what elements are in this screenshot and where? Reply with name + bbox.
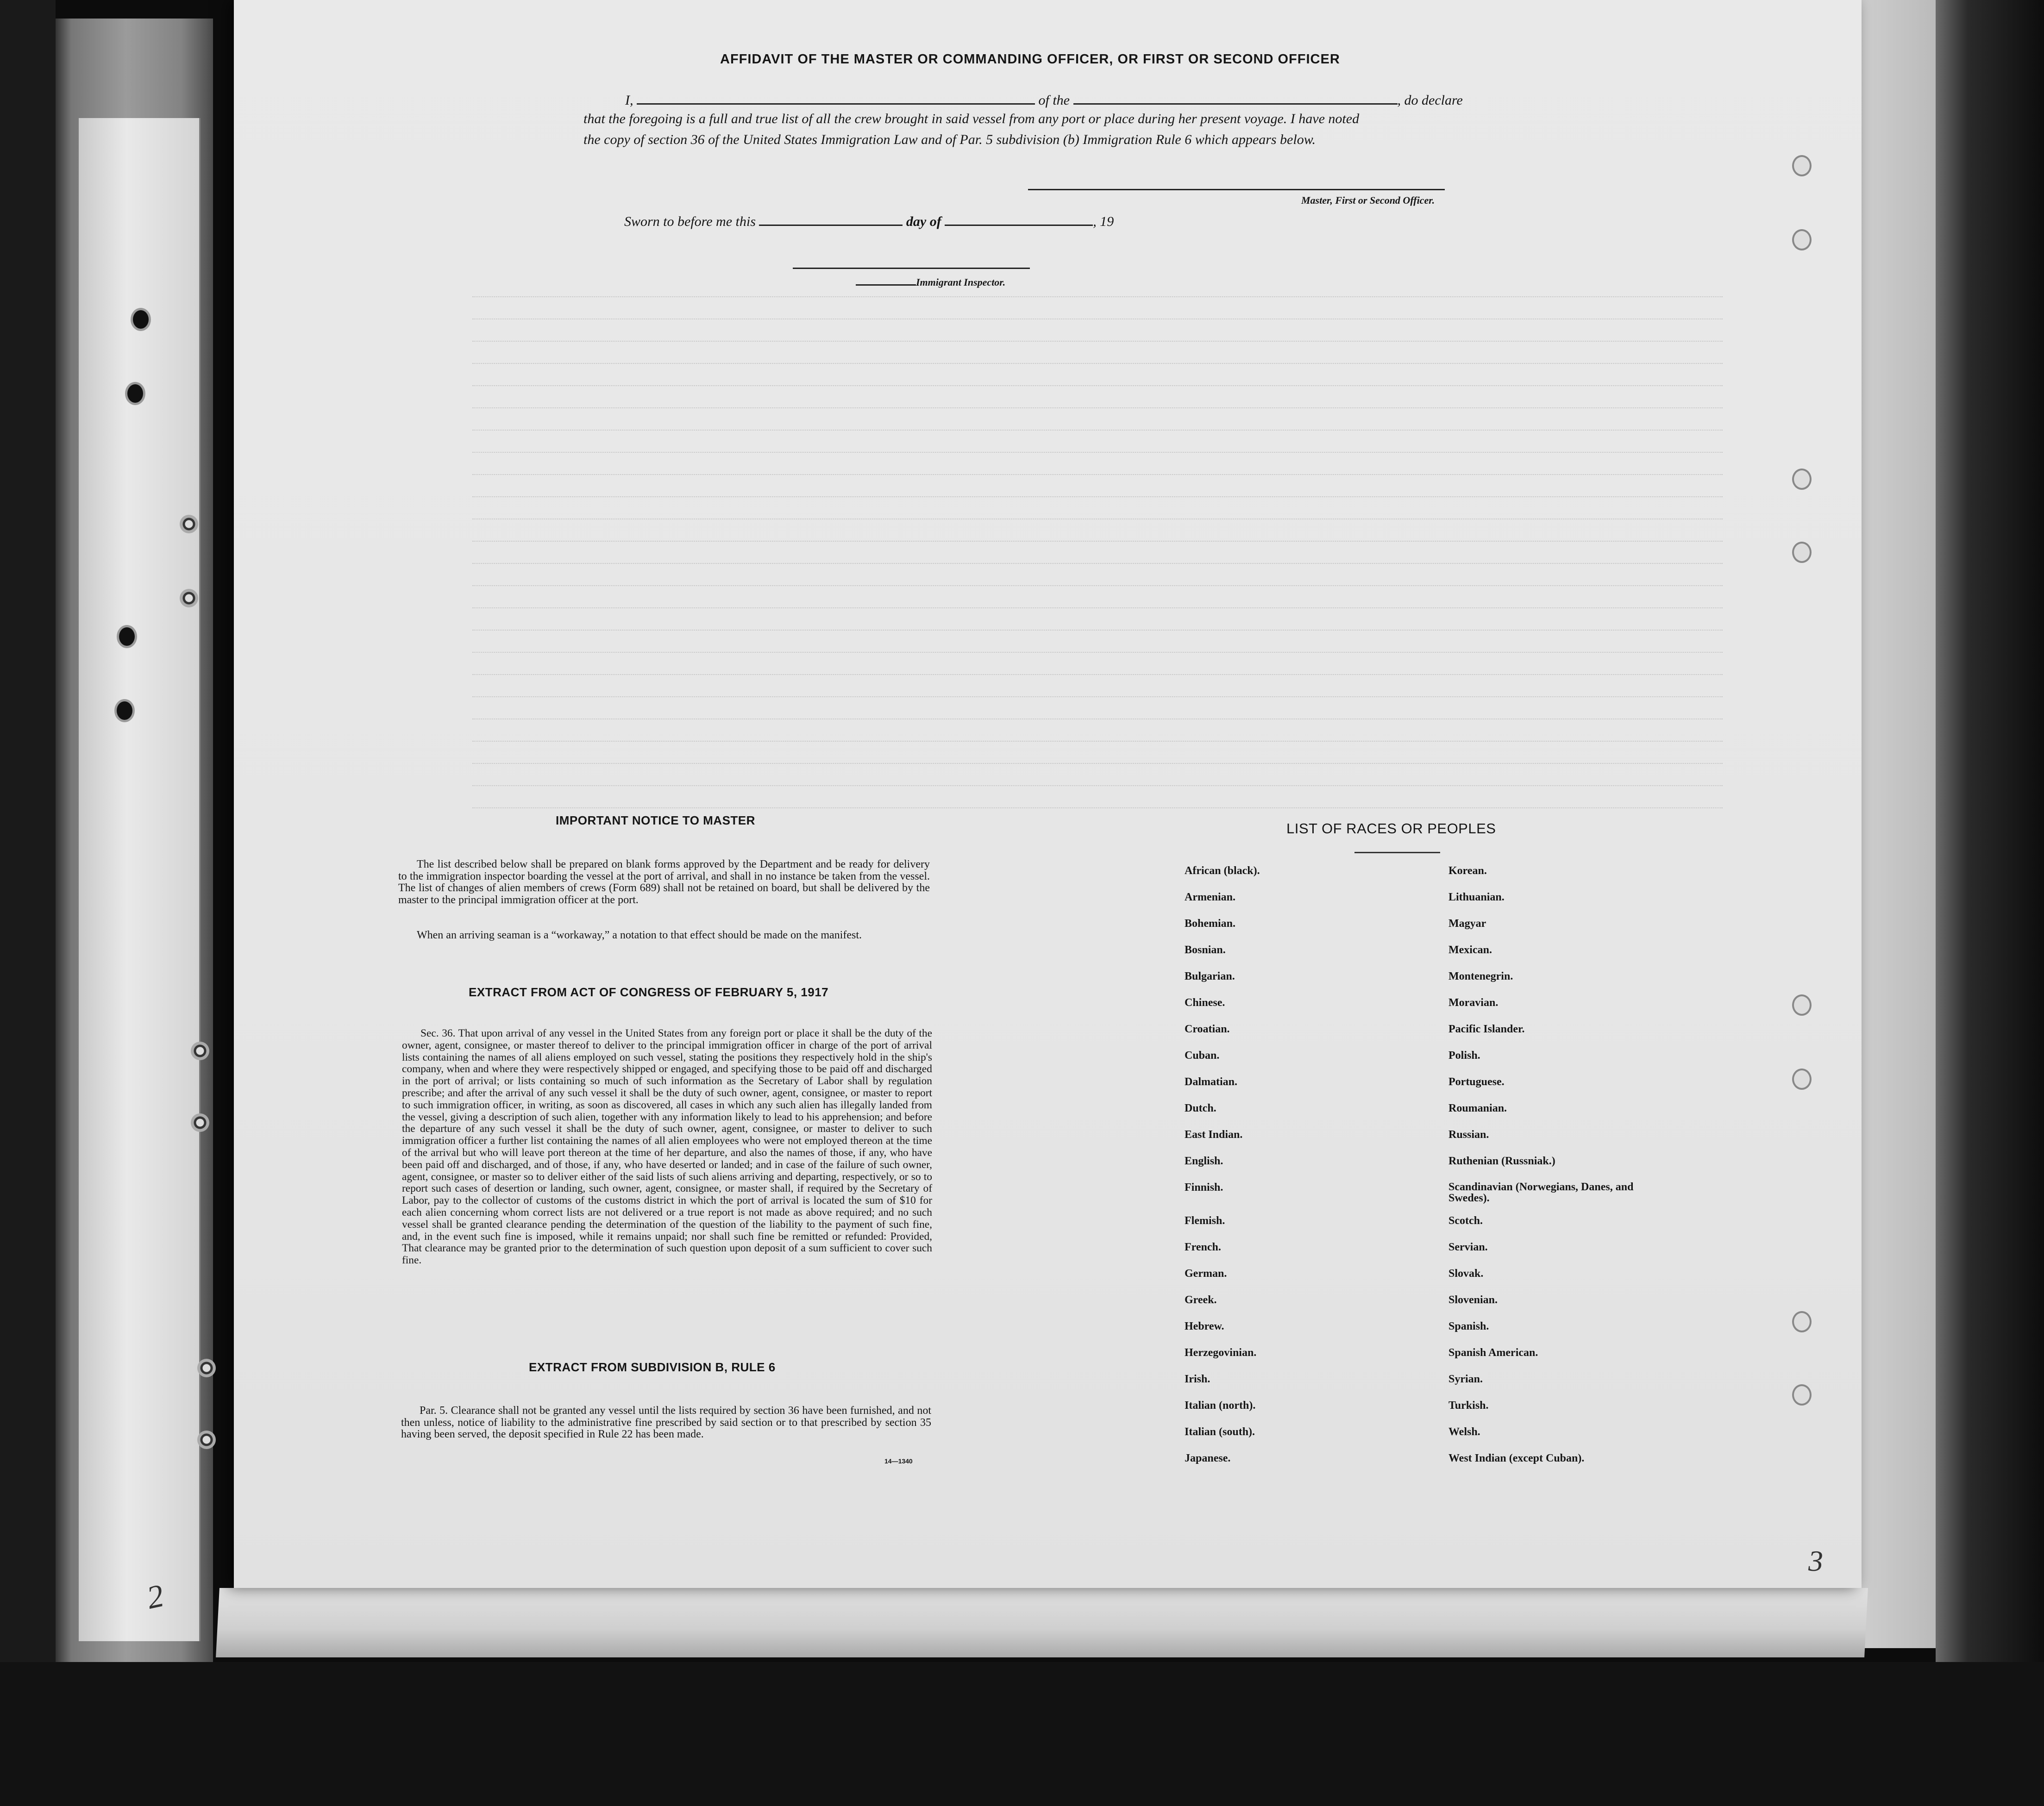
race-item: Spanish.: [1448, 1320, 1489, 1332]
race-item: East Indian.: [1185, 1129, 1243, 1141]
binder-hole: [114, 699, 135, 722]
right-page-edge: [1852, 0, 1945, 1648]
affidavit-text-line-3: the copy of section 36 of the United States Immigration Law and of Par. 5 subdivision (b) Immigration Rule 6 which appears below.: [583, 132, 1316, 147]
bleed-through-row: [472, 763, 1723, 764]
bleed-through-row: [472, 496, 1723, 497]
bleed-through-row: [472, 452, 1723, 453]
binder-hole: [125, 382, 145, 405]
race-item: French.: [1185, 1241, 1221, 1253]
race-item: Spanish American.: [1448, 1347, 1538, 1359]
punch-hole: [1792, 1384, 1812, 1406]
race-item: Magyar: [1448, 918, 1486, 930]
affidavit-text-line-2: that the foregoing is a full and true list of all the crew brought in said vessel from any port or place during her present voyage. I have noted: [583, 111, 1360, 126]
extract-act-title: EXTRACT FROM ACT OF CONGRESS OF FEBRUARY 5, 1917: [469, 985, 829, 999]
punch-hole: [1792, 994, 1812, 1016]
inspector-signature-line[interactable]: [793, 268, 1030, 269]
binder-rivet: [197, 1431, 216, 1449]
race-item: Hebrew.: [1185, 1320, 1224, 1332]
binder-hole: [131, 308, 151, 331]
race-item: Italian (south).: [1185, 1426, 1255, 1438]
race-item: Mexican.: [1448, 944, 1492, 956]
inspector-caption-text: Immigrant Inspector.: [916, 276, 1006, 288]
race-item: West Indian (except Cuban).: [1448, 1452, 1585, 1464]
race-item: Slovenian.: [1448, 1294, 1498, 1306]
race-item: English.: [1185, 1155, 1223, 1167]
sworn-prefix: Sworn to before me this: [624, 214, 756, 229]
scan-edge-bottom: [0, 1662, 2044, 1806]
binder-rivet: [191, 1113, 209, 1132]
vessel-name-blank[interactable]: [1073, 103, 1398, 105]
race-item: Russian.: [1448, 1129, 1489, 1141]
race-item: Syrian.: [1448, 1373, 1483, 1385]
form-number: 14—1340: [884, 1457, 913, 1465]
race-item: Korean.: [1448, 865, 1487, 877]
races-title: LIST OF RACES OR PEOPLES: [1286, 820, 1496, 837]
race-item: Portuguese.: [1448, 1076, 1505, 1088]
sworn-year: , 19: [1093, 214, 1114, 229]
sworn-line: [624, 214, 1114, 230]
bleed-through-row: [472, 385, 1723, 386]
page-bottom-curl: [216, 1588, 1868, 1657]
bleed-through-row: [472, 674, 1723, 675]
punch-hole: [1792, 155, 1812, 176]
race-item: Roumanian.: [1448, 1102, 1507, 1114]
punch-hole: [1792, 469, 1812, 490]
race-item: Pacific Islander.: [1448, 1023, 1525, 1035]
race-item: Greek.: [1185, 1294, 1217, 1306]
notice-paragraph-2: When an arriving seaman is a “workaway,” a notation to that effect should be made on the manifest.: [417, 929, 862, 941]
bleed-through-row: [472, 407, 1723, 408]
race-item: Bohemian.: [1185, 918, 1236, 930]
race-item: Scotch.: [1448, 1215, 1483, 1227]
race-item: Ruthenian (Russniak.): [1448, 1155, 1555, 1167]
race-item: Chinese.: [1185, 997, 1225, 1009]
bleed-through-row: [472, 696, 1723, 697]
binder-hole: [117, 625, 137, 648]
bleed-through-row: [472, 341, 1723, 342]
bleed-through-row: [472, 563, 1723, 564]
binder-rivet: [180, 589, 198, 607]
scan-edge-left: [0, 0, 56, 1806]
extract-act-text: Sec. 36. That upon arrival of any vessel in the United States from any foreign port or place it shall be the duty of the owner, agent, consignee, or master thereof to deliver to the principal immigration officer in charge of the port of arrival lists containing the names of all aliens employed on such vessel, stating the positions they respectively hold in the ship's company, when and where they were respectively shipped or engaged, and specifying those to be paid off and discharged in the port of arrival; or lists containing so much of such information as the Secretary of Labor shall by regulation prescribe; and after the arrival of any such vessel it shall be the duty of such owner, agent, consignee, or master to report to such immigration officer, in writing, as soon as discovered, all cases in which any such alien has illegally landed from the vessel, giving a description of such alien, together with any information likely to lead to his apprehension; and before the departure of any such vessel it shall be the duty of such owner, agent, consignee, or master to deliver to such immigration officer a further list containing the names of all alien employees who were not employed thereon at the time of the arrival but who will leave port thereon at the time of her departure, and also the names of those, if any, who have been paid off and discharged, and of those, if any, who have deserted or landed; and in case of the failure of such owner, agent, consignee, or master so to deliver either of the said lists of such aliens arriving and departing, respectively, or so to report such cases of desertion or landing, such owner, agent, consignee, or master shall, if required by the Secretary of Labor, pay to the collector of customs of the customs district in which the port of arrival is located the sum of $10 for each alien concerning whom correct lists are not delivered or a true report is not made as above required; and no such vessel shall be granted clearance pending the determination of the question of the liability to the payment of such fine, and, in the event such fine is imposed, while it remains unpaid; nor shall such fine be remitted or refunded: Provided, That clearance may be granted prior to the determination of such question upon deposit of a sum sufficient to cover such fine.: [402, 1027, 932, 1267]
notice-paragraph-1: The list described below shall be prepared on blank forms approved by the Department and be ready for delivery to the immigration inspector boarding the vessel at the port of arrival, and shall in no instance be taken from the vessel. The list of changes of alien members of crews (Form 689) shall not be retained on board, but shall be delivered by the master to the principal immigration officer at the port.: [398, 858, 930, 906]
race-item: Cuban.: [1185, 1050, 1220, 1062]
race-item: Italian (north).: [1185, 1400, 1256, 1412]
sworn-day-blank[interactable]: [759, 225, 903, 226]
affidavit-declare-label: , do declare: [1397, 93, 1463, 108]
punch-hole: [1792, 542, 1812, 563]
extract-rule-title: EXTRACT FROM SUBDIVISION B, RULE 6: [529, 1360, 776, 1374]
race-item: Japanese.: [1185, 1452, 1231, 1464]
handwritten-page-number-left: 2: [144, 1578, 167, 1616]
handwritten-page-number-right: 3: [1808, 1544, 1823, 1577]
race-item: Dutch.: [1185, 1102, 1216, 1114]
race-item: Finnish.: [1185, 1181, 1223, 1194]
scan-edge-right: [1936, 0, 2044, 1806]
race-item: Moravian.: [1448, 997, 1499, 1009]
bleed-through-row: [472, 630, 1723, 631]
bleed-through-row: [472, 741, 1723, 742]
affidavit-title: AFFIDAVIT OF THE MASTER OR COMMANDING OFFICER, OR FIRST OR SECOND OFFICER: [720, 52, 1340, 67]
bleed-through-row: [472, 807, 1723, 808]
bleed-through-row: [472, 652, 1723, 653]
bleed-through-row: [472, 541, 1723, 542]
affidavit-i-label: I,: [625, 93, 633, 108]
race-item: African (black).: [1185, 865, 1260, 877]
binder-rivet: [191, 1042, 209, 1060]
document-page: [234, 0, 1862, 1588]
binder-rivet: [180, 515, 198, 533]
bleed-through-row: [472, 607, 1723, 608]
sworn-month-blank[interactable]: [945, 225, 1093, 226]
race-item: Montenegrin.: [1448, 970, 1513, 982]
race-item: Polish.: [1448, 1050, 1480, 1062]
bleed-through-row: [472, 785, 1723, 786]
race-item: Flemish.: [1185, 1215, 1225, 1227]
bleed-through-row: [472, 296, 1723, 297]
bleed-through-row: [472, 585, 1723, 586]
race-item: Croatian.: [1185, 1023, 1230, 1035]
affidavit-declaration-line: [625, 93, 1463, 108]
race-item: German.: [1185, 1268, 1227, 1280]
race-item: Irish.: [1185, 1373, 1210, 1385]
race-item: Servian.: [1448, 1241, 1488, 1253]
bleed-through-row: [472, 474, 1723, 475]
bleed-through-row: [472, 430, 1723, 431]
punch-hole: [1792, 1069, 1812, 1090]
race-item: Turkish.: [1448, 1400, 1489, 1412]
inspector-caption: [856, 276, 1005, 288]
master-signature-line[interactable]: [1028, 189, 1445, 190]
binder-rivet: [197, 1359, 216, 1377]
extract-rule-text: Par. 5. Clearance shall not be granted any vessel until the lists required by section 36 have been furnished, and not then unless, notice of liability to the administrative fine prescribed by said section or to that prescribed by section 35 having been served, the deposit specified in Rule 22 has been made.: [401, 1405, 931, 1440]
race-item: Armenian.: [1185, 891, 1235, 903]
signature-caption: Master, First or Second Officer.: [1301, 194, 1435, 206]
race-item: Herzegovinian.: [1185, 1347, 1257, 1359]
race-item: Dalmatian.: [1185, 1076, 1237, 1088]
punch-hole: [1792, 229, 1812, 250]
punch-hole: [1792, 1311, 1812, 1332]
race-item: Slovak.: [1448, 1268, 1484, 1280]
race-item: Scandinavian (Norwegians, Danes, and Swedes).: [1448, 1181, 1634, 1204]
master-name-blank[interactable]: [637, 103, 1035, 105]
affidavit-of-the-label: of the: [1038, 93, 1070, 108]
bleed-through-row: [472, 363, 1723, 364]
race-item: Lithuanian.: [1448, 891, 1505, 903]
race-item: Welsh.: [1448, 1426, 1480, 1438]
binder-tab: [79, 118, 201, 1641]
race-item: Bosnian.: [1185, 944, 1226, 956]
sworn-day-of: day of: [906, 214, 941, 229]
race-item: Bulgarian.: [1185, 970, 1235, 982]
notice-title: IMPORTANT NOTICE TO MASTER: [556, 813, 755, 827]
races-title-rule: [1354, 852, 1440, 853]
